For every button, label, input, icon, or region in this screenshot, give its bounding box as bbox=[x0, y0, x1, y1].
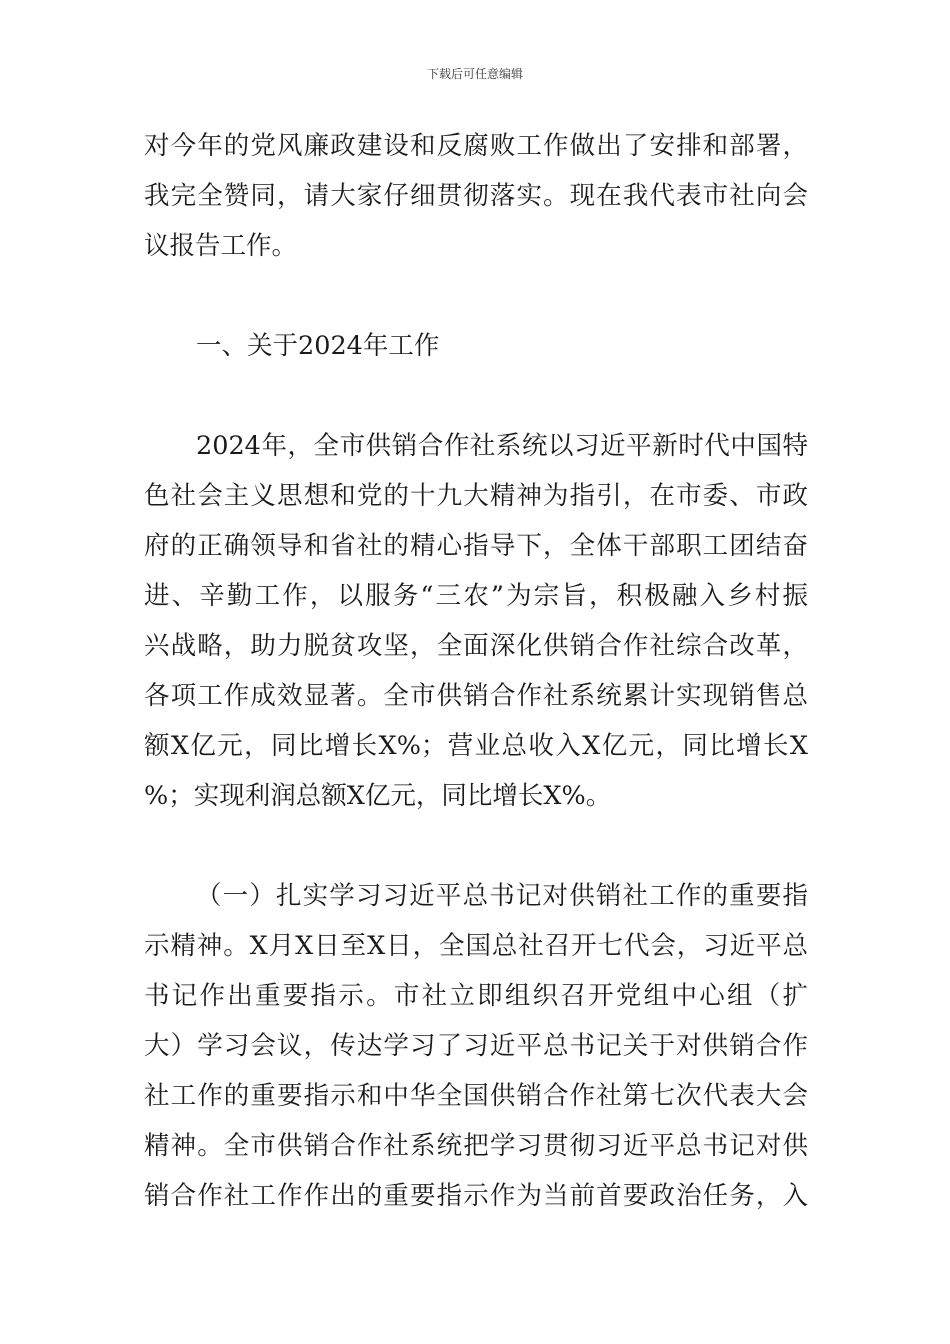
text-line: 社工作的重要指示和中华全国供销合作社第七次代表大会 bbox=[144, 1081, 808, 1111]
text-line: 销合作社工作作出的重要指示作为当前首要政治任务，入 bbox=[144, 1181, 808, 1211]
text-line: 议报告工作。 bbox=[144, 231, 298, 261]
text-line: 2024年，全市供销合作社系统以习近平新时代中国特 bbox=[196, 431, 808, 461]
text-line: %；实现利润总额X亿元，同比增长X%。 bbox=[144, 781, 612, 811]
text-line: 精神。全市供销合作社系统把学习贯彻习近平总书记对供 bbox=[144, 1131, 808, 1161]
heading-text: 一、关于2024年工作 bbox=[196, 331, 440, 361]
text-line: 我完全赞同，请大家仔细贯彻落实。现在我代表市社向会 bbox=[144, 181, 808, 211]
text-line: 示精神。X月X日至X日，全国总社召开七代会，习近平总 bbox=[144, 931, 808, 961]
paragraph-2024-summary bbox=[144, 428, 808, 814]
text-line: 对今年的党风廉政建设和反腐败工作做出了安排和部署， bbox=[144, 131, 808, 161]
text-line: 额X亿元，同比增长X%；营业总收入X亿元，同比增长X bbox=[144, 731, 808, 761]
paragraph-study-instructions bbox=[144, 878, 808, 1214]
text-line: 府的正确领导和省社的精心指导下，全体干部职工团结奋 bbox=[144, 531, 808, 561]
text-line: 色社会主义思想和党的十九大精神为指引，在市委、市政 bbox=[144, 481, 808, 511]
paragraph-intro bbox=[144, 128, 808, 264]
text-line: 兴战略，助力脱贫攻坚，全面深化供销合作社综合改革， bbox=[144, 631, 808, 661]
document-body bbox=[144, 128, 808, 1228]
text-line: 大）学习会议，传达学习了习近平总书记关于对供销合作 bbox=[144, 1031, 808, 1061]
page-header-note: 下载后可任意编辑 bbox=[426, 67, 523, 81]
section-heading bbox=[144, 328, 808, 364]
text-line: 书记作出重要指示。市社立即组织召开党组中心组（扩 bbox=[144, 981, 808, 1011]
text-line: 进、辛勤工作，以服务“三农”为宗旨，积极融入乡村振 bbox=[144, 581, 808, 611]
text-line: 各项工作成效显著。全市供销合作社系统累计实现销售总 bbox=[144, 681, 808, 711]
text-line: （一）扎实学习习近平总书记对供销社工作的重要指 bbox=[196, 881, 808, 911]
